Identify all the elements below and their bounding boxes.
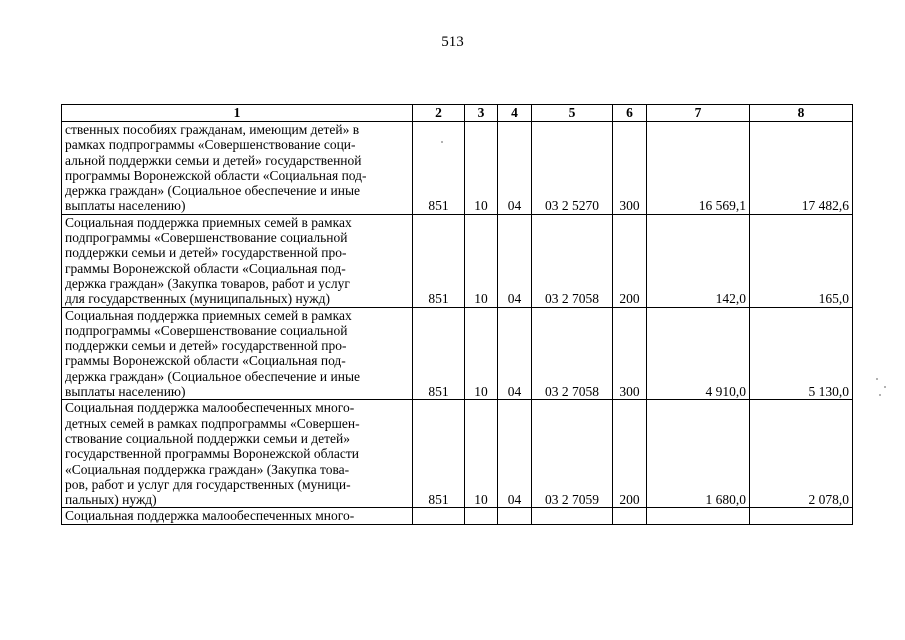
cell-amount-col8: 17 482,6 <box>750 122 853 215</box>
header-col-7: 7 <box>647 105 750 122</box>
header-col-2: 2 <box>413 105 465 122</box>
description-line: Социальная поддержка приемных семей в рамках <box>65 214 352 230</box>
description-line: рамках подпрограммы «Совершенствование соци- <box>65 137 356 153</box>
table-row <box>62 307 853 400</box>
row-description <box>62 122 413 215</box>
header-col-4: 4 <box>498 105 532 122</box>
description-line: «Социальная поддержка граждан» (Закупка това- <box>65 461 350 477</box>
description-line: программы Воронежской области «Социальная под- <box>65 167 367 183</box>
header-col-1: 1 <box>62 105 413 122</box>
description-line: держка граждан» (Социальное обеспечение и иные <box>65 368 361 384</box>
table-row-partial <box>62 508 853 524</box>
cell-target-item: 03 2 7058 <box>532 214 613 307</box>
cell-section: 10 <box>465 307 498 400</box>
description-line: поддержки семьи и детей» государственной про- <box>65 338 347 354</box>
description-line: ствование социальной поддержки семьи и детей» <box>65 430 351 446</box>
cell-expense-type: 300 <box>613 307 647 400</box>
description-line: держка граждан» (Закупка товаров, работ и услуг <box>65 275 350 291</box>
row-description <box>62 307 413 400</box>
cell-amount-col8: 2 078,0 <box>750 400 853 508</box>
empty-cell <box>532 508 613 524</box>
budget-table <box>61 104 853 525</box>
header-col-8: 8 <box>750 105 853 122</box>
scan-speck <box>441 141 443 143</box>
scan-speck <box>884 386 886 388</box>
cell-subsection: 04 <box>498 307 532 400</box>
cell-amount-col7: 142,0 <box>647 214 750 307</box>
description-line: альной поддержки семьи и детей» государственной <box>65 152 362 168</box>
row-description <box>62 508 413 524</box>
empty-cell <box>498 508 532 524</box>
empty-cell <box>750 508 853 524</box>
cell-section: 10 <box>465 122 498 215</box>
description-line: ственных пособиях гражданам, имеющим детей» в <box>65 122 360 137</box>
cell-subsection: 04 <box>498 400 532 508</box>
cell-target-item: 03 2 5270 <box>532 122 613 215</box>
cell-amount-col7: 16 569,1 <box>647 122 750 215</box>
description-line: ров, работ и услуг для государственных (муници- <box>65 476 351 492</box>
empty-cell <box>647 508 750 524</box>
cell-amount-col7: 1 680,0 <box>647 400 750 508</box>
description-line: Социальная поддержка приемных семей в рамках <box>65 307 352 323</box>
table-row <box>62 400 853 508</box>
cell-subsection: 04 <box>498 122 532 215</box>
description-line: граммы Воронежской области «Социальная под- <box>65 260 346 276</box>
cell-amount-col8: 165,0 <box>750 214 853 307</box>
description-line: государственной программы Воронежской области <box>65 446 360 462</box>
empty-cell <box>613 508 647 524</box>
page-number: 513 <box>441 34 464 50</box>
row-description <box>62 214 413 307</box>
table-row <box>62 122 853 215</box>
cell-expense-type: 200 <box>613 400 647 508</box>
description-line: выплаты населению) <box>65 384 186 400</box>
scan-speck <box>876 378 878 380</box>
description-line: подпрограммы «Совершенствование социальной <box>65 230 348 246</box>
table-row <box>62 214 853 307</box>
description-line: детных семей в рамках подпрограммы «Совершен- <box>65 415 360 431</box>
cell-ministry-code: 851 <box>413 307 465 400</box>
description-line: пальных) нужд) <box>65 492 157 508</box>
header-col-3: 3 <box>465 105 498 122</box>
description-line: держка граждан» (Социальное обеспечение и иные <box>65 183 361 199</box>
description-line: граммы Воронежской области «Социальная под- <box>65 353 346 369</box>
description-line: Социальная поддержка малообеспеченных много- <box>65 400 355 416</box>
row-description <box>62 400 413 508</box>
cell-section: 10 <box>465 400 498 508</box>
scan-speck <box>879 394 881 396</box>
header-row <box>62 105 853 122</box>
empty-cell <box>465 508 498 524</box>
cell-ministry-code: 851 <box>413 122 465 215</box>
description-line: Социальная поддержка малообеспеченных много- <box>65 508 355 524</box>
header-col-5: 5 <box>532 105 613 122</box>
header-col-6: 6 <box>613 105 647 122</box>
cell-amount-col8: 5 130,0 <box>750 307 853 400</box>
cell-target-item: 03 2 7058 <box>532 307 613 400</box>
description-line: выплаты населению) <box>65 198 186 214</box>
cell-expense-type: 200 <box>613 214 647 307</box>
empty-cell <box>413 508 465 524</box>
cell-target-item: 03 2 7059 <box>532 400 613 508</box>
cell-amount-col7: 4 910,0 <box>647 307 750 400</box>
description-line: для государственных (муниципальных) нужд) <box>65 291 330 307</box>
cell-subsection: 04 <box>498 214 532 307</box>
cell-ministry-code: 851 <box>413 400 465 508</box>
description-line: подпрограммы «Совершенствование социальной <box>65 322 348 338</box>
cell-ministry-code: 851 <box>413 214 465 307</box>
description-line: поддержки семьи и детей» государственной про- <box>65 245 347 261</box>
cell-expense-type: 300 <box>613 122 647 215</box>
cell-section: 10 <box>465 214 498 307</box>
